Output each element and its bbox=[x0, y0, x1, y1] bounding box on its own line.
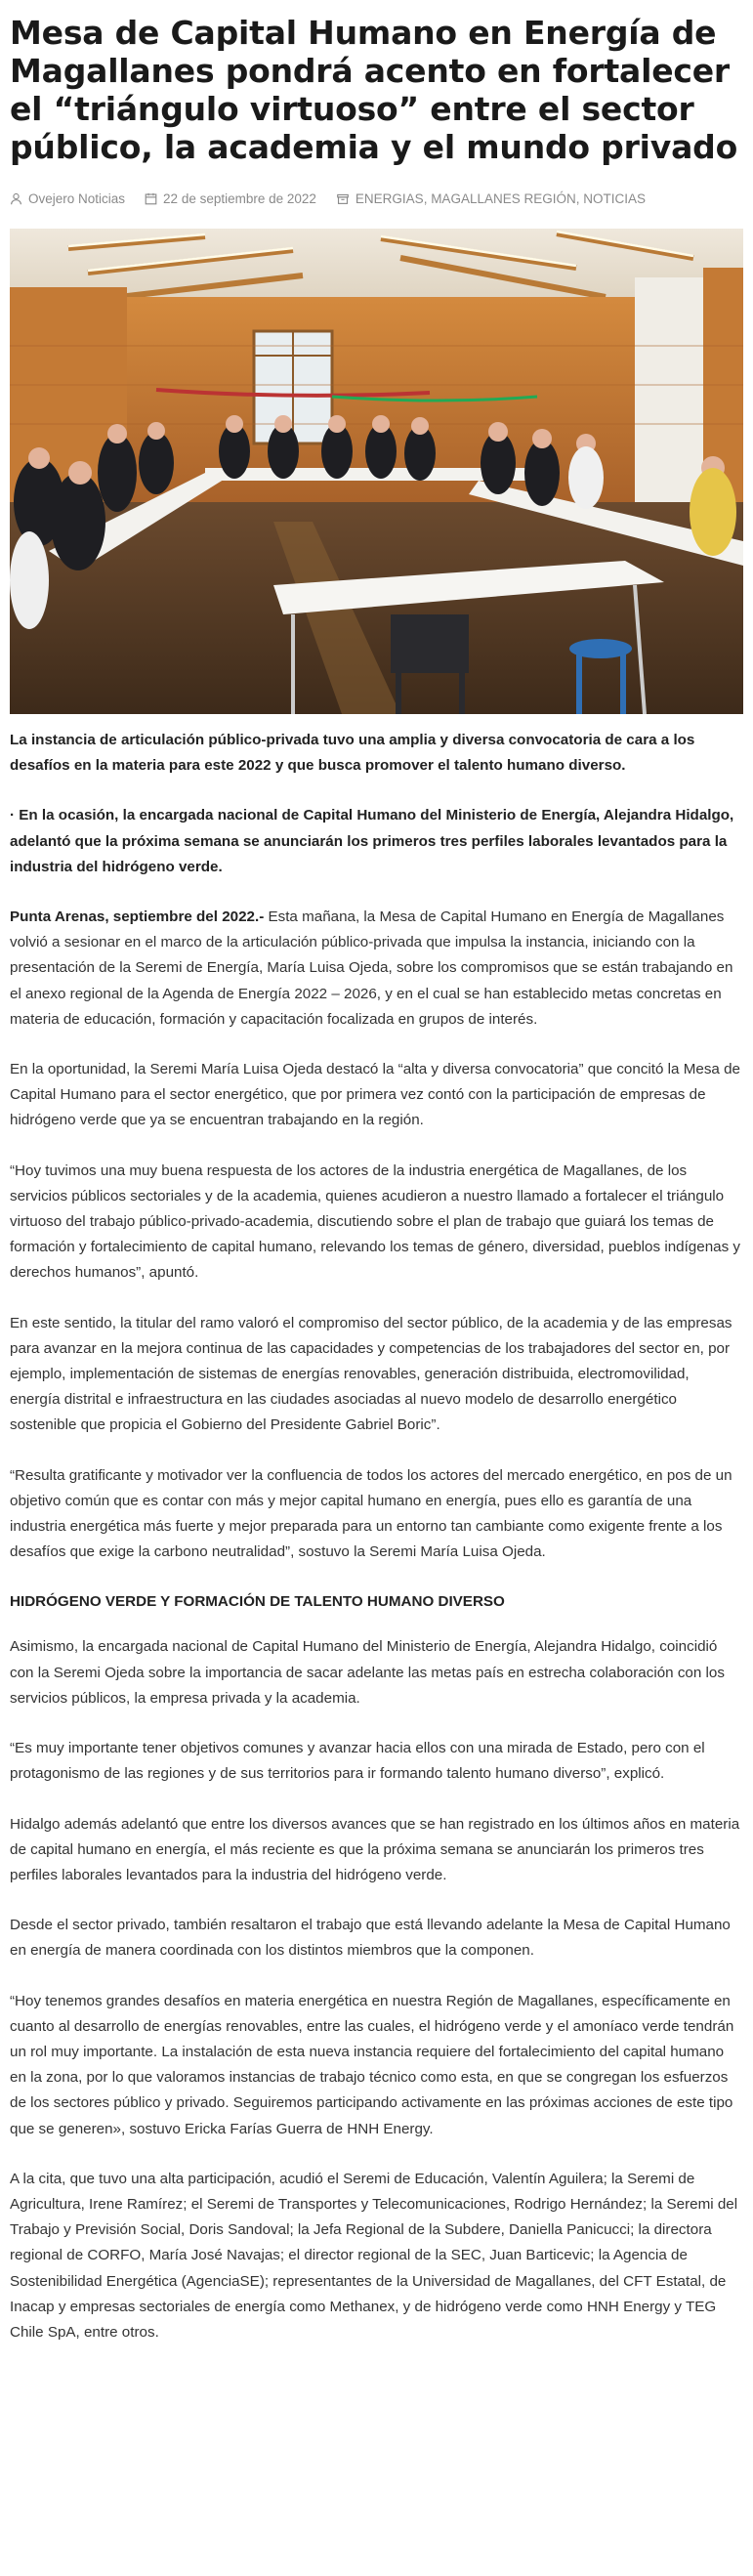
category-links[interactable]: ENERGIAS, MAGALLANES REGIÓN, NOTICIAS bbox=[355, 190, 646, 206]
article-title: Mesa de Capital Humano en Energía de Magallanes pondrá acento en fortalecer el “triángulo virtuoso” entre el sector público, la academia y el mundo privado bbox=[10, 14, 738, 166]
article-body bbox=[10, 728, 743, 2345]
section-heading: HIDRÓGENO VERDE Y FORMACIÓN DE TALENTO HUMANO DIVERSO bbox=[10, 1593, 505, 1611]
hero-photo bbox=[10, 229, 743, 714]
paragraph-10: “Hoy tenemos grandes desafíos en materia energética en nuestra Región de Magallanes, específicamente en cuanto al desarrollo de energías renovables, entre las cuales, el hidrógeno verde y el amoníaco verde tendrán un rol muy importante. La instalación de esta nueva instancia requiere del fortalecimiento del capital humano en la zona, por lo que valoramos instancias de trabajo técnico como esta, en que se congregan los esfuerzos de los sectores público y privado. Seguiremos participando activamente en las próximas acciones de este tipo que se generen», sostuvo Ericka Farías Guerra de HNH Energy. bbox=[10, 1992, 734, 2137]
meta-author[interactable] bbox=[10, 191, 125, 206]
post-date: 22 de septiembre de 2022 bbox=[163, 190, 316, 206]
paragraph-3: “Hoy tuvimos una muy buena respuesta de los actores de la industria energética de Magallanes, de los servicios públicos sectoriales y de la academia, quienes acudieron a nuestro llamado a fortalecer el triángulo virtuoso del trabajo público-privado-academia, discutiendo sobre el plan de trabajo que guiará los temas de formación y fortalecimiento de capital humano, relevando los temas de género, diversidad, pueblos indígenas y derechos humanos”, apuntó. bbox=[10, 1161, 740, 1282]
folder-icon bbox=[336, 192, 350, 205]
dateline: Punta Arenas, septiembre del 2022.- bbox=[10, 908, 265, 926]
paragraph-9: Desde el sector privado, también resaltaron el trabajo que está llevando adelante la Mesa de Capital Humano en energía de manera coordinada con los distintos miembros que la componen. bbox=[10, 1917, 731, 1960]
paragraph-11: A la cita, que tuvo una alta participación, acudió el Seremi de Educación, Valentín Aguilera; la Seremi de Agricultura, Irene Ramírez; el Seremi de Transportes y Telecomunicaciones, Rodrigo Hernández; la Seremi del Trabajo y Previsión Social, Doris Sandoval; la Jefa Regional de la Subdere, Daniella Panicucci; la directora regional de CORFO, María José Navajas; el director regional de la SEC, Juan Barticevic; la Agencia de Sostenibilidad Energética (AgenciaSE); representantes de la Universidad de Magallanes, del CFT Estatal, de Inacap y empresas sectoriales de energía como Methanex, y de hidrógeno verde como HNH Energy y TEG Chile SpA, entre otros. bbox=[10, 2170, 738, 2341]
meta-categories bbox=[336, 191, 646, 206]
paragraph-1 bbox=[10, 905, 743, 1033]
paragraph-5: “Resulta gratificante y motivador ver la confluencia de todos los actores del mercado energético, en pos de un objetivo común que es contar con más y mejor capital humano en energía, pues ello es garantía de una industria energética más fuerte y mejor preparada para un entorno tan cambiante como exigente frente a los desafíos que exige la carbono neutralidad”, sostuvo la Seremi María Luisa Ojeda. bbox=[10, 1466, 732, 1561]
user-icon bbox=[10, 192, 22, 205]
paragraph-6: Asimismo, la encargada nacional de Capital Humano del Ministerio de Energía, Alejandra Hidalgo, coincidió con la Seremi Ojeda sobre la importancia de sacar adelante las metas país en estrecha colaboración con los servicios públicos, la empresa privada y la academia. bbox=[10, 1638, 725, 1707]
paragraph-8: Hidalgo además adelantó que entre los diversos avances que se han registrado en los últimos años en materia de capital humano en energía, el más reciente es que la próxima semana se anunciarán los primeros tres perfiles laborales levantados para la industria del hidrógeno verde. bbox=[10, 1815, 740, 1883]
post-meta bbox=[10, 188, 743, 209]
paragraph-4: En este sentido, la titular del ramo valoró el compromiso del sector público, de la academia y de las empresas para avanzar en la mejora continua de las capacidades y competencias de los trabajadores del sector en, por ejemplo, implementación de sistemas de energías renovables, generación distribuida, electromovilidad, energía distrital e infraestructura en las ciudades asociadas al nuevo modelo de desarrollo energético sostenible que propicia el Gobierno del Presidente Gabriel Boric”. bbox=[10, 1314, 732, 1434]
meta-date bbox=[145, 191, 316, 206]
calendar-icon bbox=[145, 192, 157, 205]
paragraph-1-text: Esta mañana, la Mesa de Capital Humano en Energía de Magallanes volvió a sesionar en el marco de la articulación público-privada que impulsa la instancia, iniciando con la presentación de la Seremi de Energía, María Luisa Ojeda, sobre los compromisos que se están trabajando en el anexo regional de la Agenda de Energía 2022 – 2026, y en el cual se han establecido metas concretas en materia de educación, formación y capacitación focalizada en grupos de interés. bbox=[10, 908, 733, 1028]
lead-paragraph-2: · En la ocasión, la encargada nacional de Capital Humano del Ministerio de Energía, Alejandra Hidalgo, adelantó que la próxima semana se anunciarán los primeros tres perfiles laborales levantados para la industria del hidrógeno verde. bbox=[10, 807, 734, 875]
lead-paragraph-1: La instancia de articulación público-privada tuvo una amplia y diversa convocatoria de cara a los desafíos en la materia para este 2022 y que busca promover el talento humano diverso. bbox=[10, 732, 695, 775]
author-link[interactable]: Ovejero Noticias bbox=[28, 190, 126, 206]
paragraph-2: En la oportunidad, la Seremi María Luisa Ojeda destacó la “alta y diversa convocatoria” que concitó la Mesa de Capital Humano para el sector energético, que por primera vez contó con la participación de empresas de hidrógeno verde que ya se encuentran trabajando en la región. bbox=[10, 1061, 740, 1129]
paragraph-7: “Es muy importante tener objetivos comunes y avanzar hacia ellos con una mirada de Estado, pero con el protagonismo de las regiones y de sus territorios para ir formando talento humano diverso”, explicó. bbox=[10, 1740, 705, 1783]
